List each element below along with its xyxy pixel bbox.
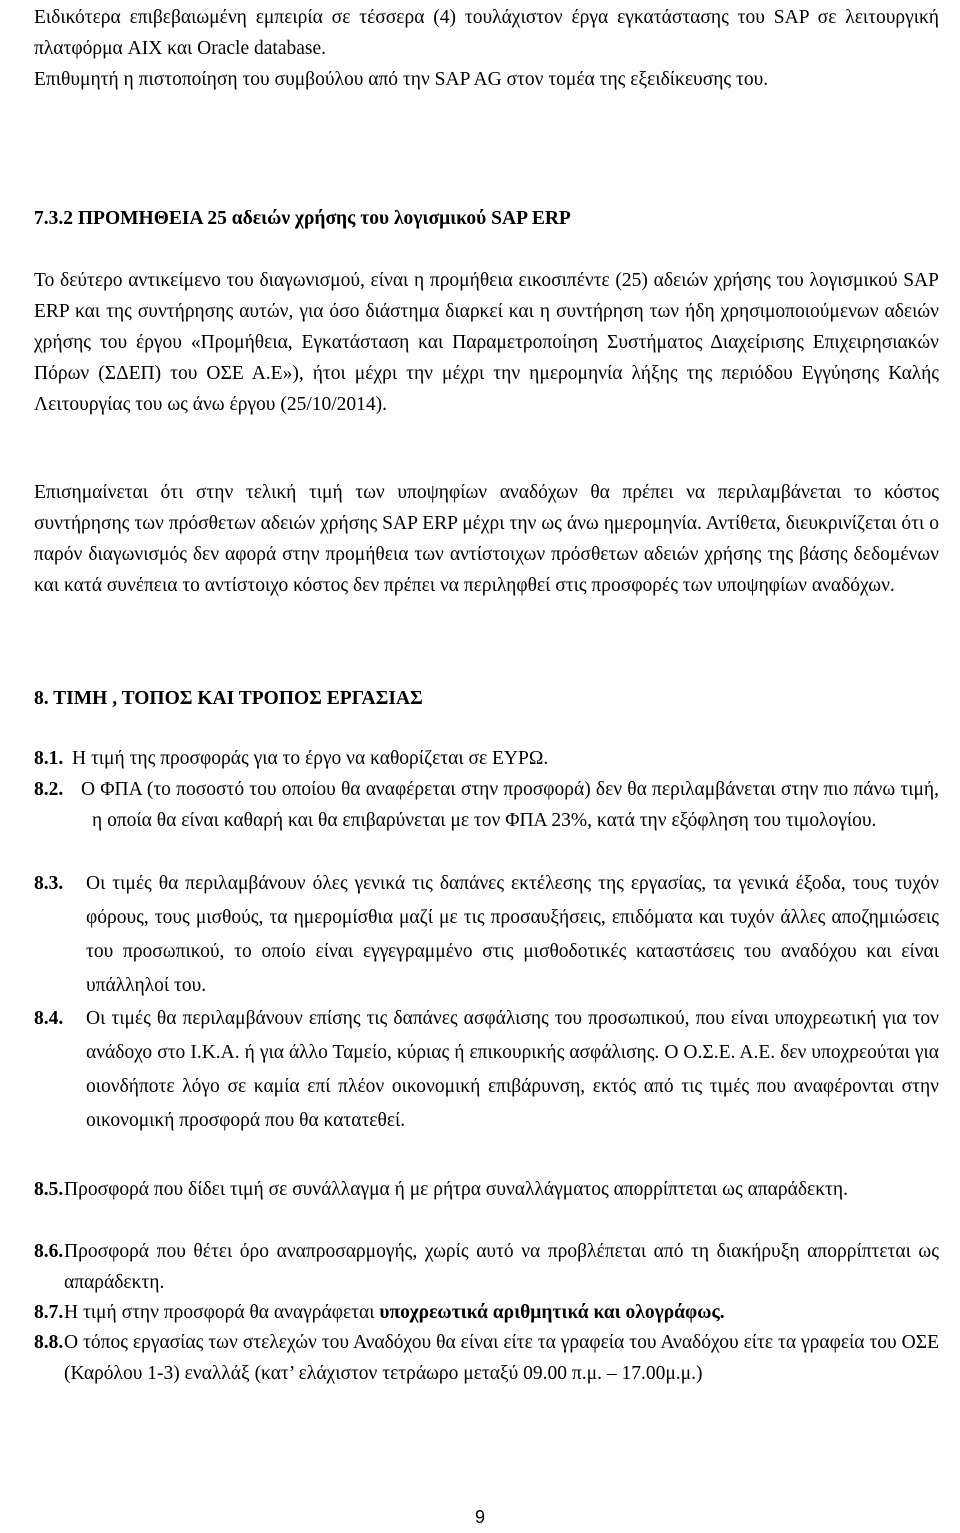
item-text-bold: υποχρεωτικά αριθμητικά και ολογράφως. bbox=[379, 1302, 725, 1323]
item-number: 8.1. bbox=[34, 748, 64, 769]
list-item-8-2 bbox=[34, 774, 939, 836]
item-text: Οι τιμές θα περιλαμβάνουν επίσης τις δαπάνες ασφάλισης του προσωπικού, που είναι υποχρεωτική για τον ανάδοχο στο Ι.Κ.Α. ή για άλλο Ταμείο, κύριας ή επικουρικής ασφάλισης. Ο Ο.Σ.Ε. Α.Ε. δεν υποχρεούται για οιονδήποτε λόγο σε καμία επί πλέον οικονομική επιβάρυνση, εκτός από τις τιμές που αναφέρονται στην οικονομική προσφορά που θα κατατεθεί. bbox=[86, 1008, 939, 1131]
list-item-8-1 bbox=[34, 743, 939, 774]
item-number: 8.7. bbox=[34, 1302, 64, 1323]
item-number: 8.6. bbox=[34, 1241, 64, 1262]
intro-paragraph-experience: Ειδικότερα επιβεβαιωμένη εμπειρία σε τέσσερα (4) τουλάχιστον έργα εγκατάστασης του SAP σε λειτουργική πλατφόρμα AIX και Oracle database. bbox=[34, 7, 939, 59]
item-text: Ο ΦΠΑ (το ποσοστό του οποίου θα αναφέρεται στην προσφορά) δεν θα περιλαμβάνεται στην πιο πάνω τιμή, η οποία θα είναι καθαρή και θα επιβαρύνεται με τον ΦΠΑ 23%, κατά την εξόφληση του τιμολογίου. bbox=[81, 779, 939, 831]
item-text: Προσφορά που δίδει τιμή σε συνάλλαγμα ή με ρήτρα συναλλάγματος απορρίπτεται ως απαράδεκτη. bbox=[64, 1179, 848, 1200]
item-text bbox=[34, 1297, 939, 1328]
item-text: Η τιμή της προσφοράς για το έργο να καθορίζεται σε ΕΥΡΩ. bbox=[72, 748, 549, 769]
item-text: Οι τιμές θα περιλαμβάνουν όλες γενικά τις δαπάνες εκτέλεσης της εργασίας, τα γενικά έξοδα, τους τυχόν φόρους, τους μισθούς, τα ημερομίσθια μαζί με τις προσαυξήσεις, επιδόματα και τυχόν άλλες αποζημιώσεις του προσωπικού, το οποίο είναι εγγεγραμμένο στις μισθοδοτικές καταστάσεις του αναδόχου και είναι υπάλληλοί του. bbox=[86, 873, 939, 996]
intro-paragraph-certification: Επιθυμητή η πιστοποίηση του συμβούλου από την SAP AG στον τομέα της εξειδίκευσης του. bbox=[34, 69, 769, 90]
paragraph-maintenance-cost: Επισημαίνεται ότι στην τελική τιμή των υποψηφίων αναδόχων θα πρέπει να περιλαμβάνεται το κόστος συντήρησης των πρόσθετων αδειών χρήσης SAP ERP μέχρι την ως άνω ημερομηνία. Αντίθετα, διευκρινίζεται ότι ο παρόν διαγωνισμός δεν αφορά στην προμήθεια των αντίστοιχων πρόσθετων αδειών χρήσης της βάσης δεδομένων και κατά συνέπεια το αντίστοιχο κόστος δεν πρέπει να περιληφθεί στις προσφορές των υποψηφίων αναδόχων. bbox=[34, 482, 939, 596]
list-item-8-5 bbox=[34, 1174, 939, 1205]
item-number: 8.3. bbox=[34, 873, 64, 894]
list-item-8-4 bbox=[34, 1002, 939, 1138]
item-text: Προσφορά που θέτει όρο αναπροσαρμογής, χωρίς αυτό να προβλέπεται από τη διακήρυξη απορρίπτεται ως απαράδεκτη. bbox=[64, 1241, 939, 1293]
section-heading-7-3-2: 7.3.2 ΠΡΟΜΗΘΕΙΑ 25 αδειών χρήσης του λογισμικού SAP ERP bbox=[34, 208, 571, 229]
item-number: 8.8. bbox=[34, 1332, 64, 1353]
page-number: 9 bbox=[474, 1507, 485, 1527]
item-text: Ο τόπος εργασίας των στελεχών του Αναδόχου θα είναι είτε τα γραφεία του Αναδόχου είτε τα γραφεία του ΟΣΕ (Καρόλου 1-3) εναλλάξ (κατ’ ελάχιστον τετράωρο μεταξύ 09.00 π.μ. – 17.00μ.μ.) bbox=[64, 1332, 939, 1384]
list-item-8-7 bbox=[34, 1297, 939, 1328]
paragraph-licenses: Το δεύτερο αντικείμενο του διαγωνισμού, είναι η προμήθεια εικοσιπέντε (25) αδειών χρήσης του λογισμικού SAP ERP και της συντήρησης αυτών, για όσο διάστημα διαρκεί και η συντήρηση των ήδη χρησιμοποιούμενων αδειών χρήσης του έργου «Προμήθεια, Εγκατάσταση και Παραμετροποίηση Συστήματος Διαχείρισης Επιχειρησιακών Πόρων (ΣΔΕΠ) του ΟΣΕ Α.Ε»), ήτοι μέχρι την μέχρι την ημερομηνία λήξης της περιόδου Εγγύησης Καλής Λειτουργίας του ως άνω έργου (25/10/2014). bbox=[34, 270, 939, 415]
item-number: 8.2. bbox=[34, 779, 64, 800]
list-item-8-6 bbox=[34, 1236, 939, 1298]
item-text-regular: Η τιμή στην προσφορά θα αναγράφεται bbox=[64, 1302, 380, 1323]
list-item-8-8 bbox=[34, 1327, 939, 1389]
item-number: 8.4. bbox=[34, 1008, 64, 1029]
item-number: 8.5. bbox=[34, 1179, 64, 1200]
list-item-8-3 bbox=[34, 867, 939, 1003]
section-heading-8: 8. ΤΙΜΗ , ΤΟΠΟΣ ΚΑΙ ΤΡΟΠΟΣ ΕΡΓΑΣΙΑΣ bbox=[34, 688, 423, 709]
